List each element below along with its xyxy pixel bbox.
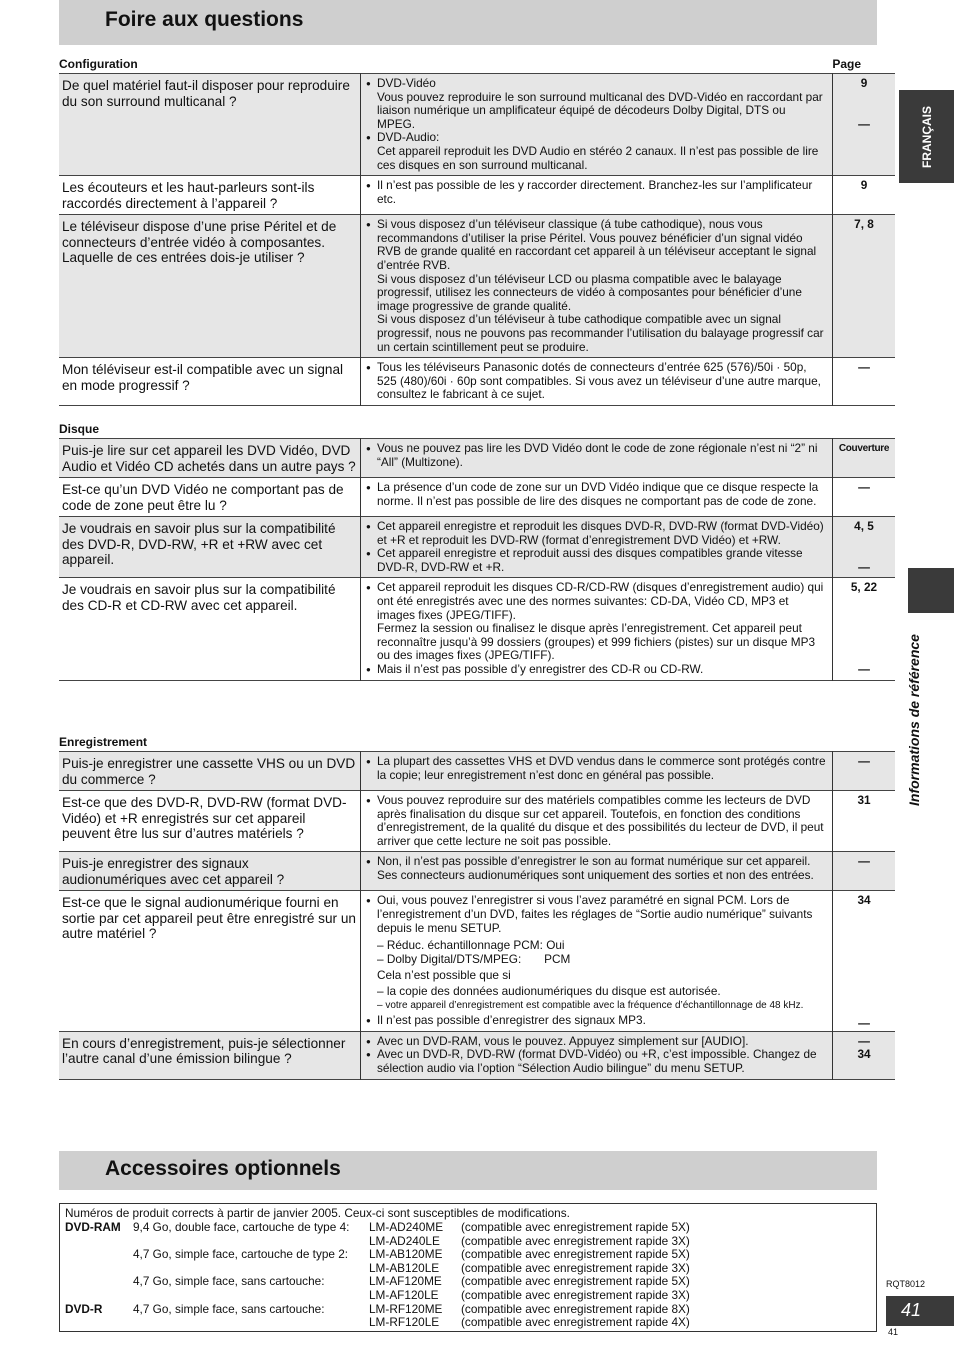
faq-answer xyxy=(361,1031,833,1079)
answer-detail: – Dolby Digital/DTS/MPEG: PCM xyxy=(377,951,571,966)
bullet-icon: ● xyxy=(366,583,371,593)
answer-text: Il n’est pas possible d’enregistrer des signaux MP3. xyxy=(377,1013,646,1028)
accessory-row xyxy=(60,1247,870,1261)
answer-bullet xyxy=(366,855,826,882)
accessory-description: 9,4 Go, double face, cartouche de type 4: xyxy=(133,1220,350,1234)
accessory-note: (compatible avec enregistrement rapide 5X) xyxy=(461,1247,690,1262)
section-heading-text: Disque xyxy=(59,422,100,436)
page-reference: — xyxy=(833,852,896,891)
section-heading xyxy=(59,422,877,438)
bullet-icon: ● xyxy=(366,483,371,492)
accessory-type: DVD-RAM xyxy=(65,1220,121,1234)
faq-answer xyxy=(361,478,833,517)
answer-text: Mais il n’est pas possible d’y enregistrer des CD-R ou CD-RW. xyxy=(377,661,704,676)
bullet-icon: ● xyxy=(366,363,371,373)
section-heading xyxy=(59,735,877,751)
answer-text: Tous les téléviseurs Panasonic dotés de connecteurs d’entrée 625 (576)/50i · 50p, 525 (480)/60i · 60p sont compatibles. Si vous avez un téléviseur d’une autre marque, consultez le fabricant à ce sujet. xyxy=(377,360,821,402)
accessories-title-banner xyxy=(59,1151,877,1190)
language-tab xyxy=(899,90,954,183)
answer-bullet xyxy=(366,1048,826,1075)
faq-row xyxy=(59,791,895,852)
faq-row xyxy=(59,852,895,891)
accessories-intro: Numéros de produit corrects à partir de janvier 2005. Ceux-ci sont susceptibles de modifications. xyxy=(65,1206,570,1220)
faq-question: Je voudrais en savoir plus sur la compatibilité des CD-R et CD-RW avec cet appareil. xyxy=(59,578,361,680)
faq-title: Foire aux questions xyxy=(105,8,304,31)
accessory-note: (compatible avec enregistrement rapide 3X) xyxy=(461,1260,690,1275)
bullet-icon: ● xyxy=(366,857,371,867)
faq-answer xyxy=(361,852,833,891)
document-code: RQT8012 xyxy=(886,1279,926,1289)
answer-detail: Cela n’est possible que si xyxy=(377,968,511,983)
page-reference: 5, 22 — xyxy=(850,580,878,676)
faq-row xyxy=(59,517,895,578)
faq-question: Puis-je enregistrer une cassette VHS ou un DVD du commerce ? xyxy=(59,752,361,791)
faq-section xyxy=(59,422,890,681)
accessory-model: LM-AD240ME xyxy=(369,1220,444,1234)
faq-row xyxy=(59,478,895,517)
faq-question: Est-ce que le signal audionumérique fourni en sortie par cet appareil peut être enregistré sur un autre matériel ? xyxy=(59,891,361,1031)
page-reference: — xyxy=(833,752,896,791)
section-marker-block xyxy=(908,568,954,613)
faq-row xyxy=(59,215,895,358)
accessory-model: LM-AF120ME xyxy=(369,1274,442,1289)
accessory-row xyxy=(60,1302,870,1316)
page-reference: Couverture xyxy=(833,439,896,478)
faq-answer xyxy=(361,891,833,1031)
faq-answer xyxy=(361,74,833,176)
page-reference: 9 — xyxy=(833,74,896,176)
faq-section xyxy=(59,57,877,406)
accessory-note: (compatible avec enregistrement rapide 5X) xyxy=(461,1274,690,1289)
answer-text: DVD-Audio: Cet appareil reproduit les DVD Audio en stéréo 2 canaux. Il n’est pas possible de lire ces disques en son surround multicanal. xyxy=(377,130,819,172)
answer-bullet xyxy=(366,547,826,574)
faq-row xyxy=(59,358,895,406)
language-tab-label: FRANÇAIS xyxy=(919,105,934,168)
answer-bullet xyxy=(366,218,826,354)
answer-text: Avec un DVD-R, DVD-RW (format DVD-Vidéo) ou +R, c’est impossible. Changez de sélection audio via l’option “Sélection Audio bilingue” du menu SETUP. xyxy=(377,1047,817,1075)
answer-bullet xyxy=(366,894,826,935)
answer-text: Vous pouvez reproduire sur des matériels compatibles comme les lecteurs de DVD après finalisation du disque sur cet appareil. Toutefois, en fonction des conditions d’enregistrement, de la qualité du disque et des possibilités du lecteur de DVD, il peut arriver que cette lecture ne soit pas possible. xyxy=(377,793,824,848)
faq-question: Je voudrais en savoir plus sur la compatibilité des DVD-R, DVD-RW, +R et +RW avec cet appareil. xyxy=(59,517,361,578)
page-number-box xyxy=(886,1296,954,1326)
faq-row xyxy=(59,1031,895,1079)
faq-title-banner xyxy=(59,0,877,45)
answer-bullet xyxy=(366,481,826,508)
accessory-description: 4,7 Go, simple face, sans cartouche: xyxy=(133,1301,325,1316)
answer-bullet xyxy=(366,663,826,677)
bullet-icon: ● xyxy=(366,664,371,674)
bullet-icon: ● xyxy=(366,522,371,531)
faq-question: Les écouteurs et les haut-parleurs sont-ils raccordés directement à l’appareil ? xyxy=(59,176,361,215)
answer-text: DVD-Vidéo Vous pouvez reproduire le son surround multicanal des DVD-Vidéo en raccordant par liaison numérique un amplificateur équipé de décodeurs Dolby Digital, DTS ou MPEG. xyxy=(377,76,823,131)
faq-table xyxy=(59,73,895,406)
page-reference: 34 — xyxy=(857,893,871,1030)
bullet-icon: ● xyxy=(366,1036,371,1046)
page-reference: — xyxy=(858,480,870,494)
section-side-label-text: Informations de référence xyxy=(906,634,922,806)
section-heading-text: Configuration xyxy=(59,57,138,71)
faq-answer xyxy=(361,358,833,406)
bullet-icon: ● xyxy=(366,1016,371,1026)
faq-question: Le téléviseur dispose d’une prise Péritel et de connecteurs d’entrée vidéo à composantes. Laquelle de ces entrées dois-je utiliser ? xyxy=(59,215,361,358)
answer-bullet xyxy=(366,442,826,469)
page-reference: — 34 xyxy=(833,1031,896,1079)
faq-table xyxy=(59,438,895,681)
bullet-icon: ● xyxy=(366,1050,371,1060)
accessory-row xyxy=(60,1234,870,1248)
bullet-icon: ● xyxy=(366,757,371,766)
faq-row xyxy=(59,74,895,176)
bullet-icon: ● xyxy=(366,220,371,230)
answer-text: Cet appareil enregistre et reproduit aussi des disques compatibles grande vitesse DVD-R, DVD-RW et +R. xyxy=(377,546,803,574)
faq-answer xyxy=(361,791,833,852)
page-column-header: Page xyxy=(832,57,861,71)
page-reference: 4, 5 — xyxy=(833,517,896,578)
bullet-icon: ● xyxy=(366,549,371,559)
faq-row xyxy=(59,176,895,215)
faq-answer xyxy=(361,752,833,791)
answer-text: Non, il n’est pas possible d’enregistrer le son au format numérique sur cet appareil. Ses connecteurs audionumériques sont uniquement des sorties et non des entrées. xyxy=(377,854,814,882)
page-reference: — xyxy=(858,360,870,375)
accessories-title: Accessoires optionnels xyxy=(105,1157,341,1180)
accessory-note: (compatible avec enregistrement rapide 5X) xyxy=(461,1220,690,1234)
accessory-row xyxy=(60,1261,870,1275)
answer-detail: – votre appareil d’enregistrement est compatible avec la fréquence d’échantillonnage de 48 kHz. xyxy=(377,999,804,1011)
accessory-row xyxy=(60,1220,870,1234)
answer-text: Cet appareil reproduit les disques CD-R/CD-RW (disques d’enregistrement audio) qui ont été enregistrés avec une des normes suivantes: CD-DA, Vidéo CD, MP3 et images fixes (JPEG/TIFF). Fermez la session ou finalisez le disque après l’enregistrement. Cet appareil peut reconnaître jusqu’à 99 dossiers (groupes) et 999 fichiers (pistes) sur un disque MP3 ou des images fixes (JPEG/TIFF). xyxy=(377,580,824,663)
faq-row xyxy=(59,752,895,791)
accessory-row xyxy=(60,1288,870,1302)
page-reference: 31 xyxy=(857,793,871,807)
accessory-type: DVD-R xyxy=(65,1301,103,1316)
accessory-model: LM-AD240LE xyxy=(369,1233,440,1248)
bullet-icon: ● xyxy=(366,181,371,191)
accessory-model: LM-AF120LE xyxy=(369,1288,439,1302)
accessory-note: (compatible avec enregistrement rapide 3X) xyxy=(461,1288,690,1302)
accessory-row xyxy=(60,1315,870,1329)
answer-text: Vous ne pouvez pas lire les DVD Vidéo dont le code de zone régionale n’est ni “2” ni “All” (Multizone). xyxy=(377,441,818,469)
answer-bullet xyxy=(366,520,826,547)
faq-answer xyxy=(361,517,833,578)
bullet-icon: ● xyxy=(366,444,371,453)
faq-answer xyxy=(361,439,833,478)
page-reference: 9 xyxy=(860,178,868,193)
faq-question: Mon téléviseur est-il compatible avec un signal en mode progressif ? xyxy=(59,358,361,406)
accessory-model: LM-RF120ME xyxy=(369,1301,443,1316)
page-number-small: 41 xyxy=(888,1327,899,1337)
answer-text: Oui, vous pouvez l’enregistrer si vous l’avez paramétré en signal PCM. Lors de l’enregistrement d’un DVD, faites les réglages de “Sortie audio numérique” suivants depuis le menu SETUP. xyxy=(377,893,813,935)
answer-bullet xyxy=(366,794,826,848)
faq-question: De quel matériel faut-il disposer pour reproduire du son surround multicanal ? xyxy=(59,74,361,176)
faq-answer xyxy=(361,176,833,215)
bullet-icon: ● xyxy=(366,79,371,88)
accessory-description: 4,7 Go, simple face, cartouche de type 2: xyxy=(133,1247,349,1262)
bullet-icon: ● xyxy=(366,133,371,143)
accessories-box xyxy=(59,1203,877,1332)
bullet-icon: ● xyxy=(366,796,371,805)
answer-text: Il n’est pas possible de les y raccorder directement. Branchez-les sur l’amplificateur etc. xyxy=(377,178,813,206)
answer-text: La présence d’un code de zone sur un DVD Vidéo indique que ce disque respecte la norme. Il n’est pas possible de lire des disques ne comportant pas de code de zone. xyxy=(377,480,819,508)
faq-question: Est-ce qu’un DVD Vidéo ne comportant pas de code de zone peut être lu ? xyxy=(59,478,361,517)
faq-question: Est-ce que des DVD-R, DVD-RW (format DVD-Vidéo) et +R enregistrés sur cet appareil peuvent être lus sur d’autres matériels ? xyxy=(59,791,361,852)
accessory-note: (compatible avec enregistrement rapide 3X) xyxy=(461,1233,690,1248)
answer-bullet xyxy=(366,1014,826,1028)
answer-text: Si vous disposez d’un téléviseur classique (á tube cathodique), nous vous recommandons d’utiliser la prise Péritel. Vous pouvez bénéficier d’un signal vidéo RVB de grande qualité en raccordant cet appareil à un téléviseur acceptant le signal d’entrée RVB. Si vous disposez d’un téléviseur LCD ou plasma compatible avec le balayage progressif, utilisez les connecteurs de vidéo à composantes pour bénéficier d’une image progressive de grande qualité. Si vous disposez d’un téléviseur à tube cathodique compatible avec un signal progressif, nous ne pouvons pas recommander l’utilisation du balayage progressif car un certain scintillement peut se produire. xyxy=(377,217,824,354)
faq-table xyxy=(59,751,895,1080)
answer-bullet xyxy=(366,1035,826,1049)
answer-bullet xyxy=(366,77,826,131)
faq-section xyxy=(59,735,877,1080)
answer-bullet xyxy=(366,361,826,402)
accessory-model: LM-RF120LE xyxy=(369,1315,440,1330)
faq-question: En cours d’enregistrement, puis-je sélectionner l’autre canal d’une émission bilingue ? xyxy=(59,1031,361,1079)
accessory-model: LM-AB120LE xyxy=(369,1260,440,1275)
section-heading xyxy=(59,57,877,73)
faq-answer xyxy=(361,215,833,358)
faq-row xyxy=(59,439,895,478)
answer-bullet xyxy=(366,131,826,172)
answer-bullet xyxy=(366,581,826,663)
answer-detail: – Réduc. échantillonnage PCM: Oui xyxy=(377,938,565,953)
answer-text: Avec un DVD-RAM, vous le pouvez. Appuyez simplement sur [AUDIO]. xyxy=(377,1033,749,1048)
bullet-icon: ● xyxy=(366,896,371,906)
answer-detail: – la copie des données audionumériques du disque est autorisée. xyxy=(377,983,721,998)
accessory-model: LM-AB120ME xyxy=(369,1247,443,1262)
accessory-note: (compatible avec enregistrement rapide 4X) xyxy=(461,1315,690,1330)
answer-text: Cet appareil enregistre et reproduit les disques DVD-R, DVD-RW (format DVD-Vidéo) et +R et reproduit les DVD-RW (format d’enregistrement DVD Vidéo) et +RW. xyxy=(377,519,824,547)
faq-row xyxy=(59,578,895,680)
answer-text: La plupart des cassettes VHS et DVD vendus dans le commerce sont protégés contre la copie; leur enregistrement n’est donc en général pas possible. xyxy=(377,754,826,782)
accessory-description: 4,7 Go, simple face, sans cartouche: xyxy=(133,1274,325,1289)
section-heading-text: Enregistrement xyxy=(59,735,148,749)
faq-row xyxy=(59,891,895,1031)
faq-question: Puis-je lire sur cet appareil les DVD Vidéo, DVD Audio et Vidéo CD achetés dans un autre pays ? xyxy=(59,439,361,478)
accessory-note: (compatible avec enregistrement rapide 8X) xyxy=(461,1301,690,1316)
faq-question: Puis-je enregistrer des signaux audionumériques avec cet appareil ? xyxy=(59,852,361,891)
answer-bullet xyxy=(366,179,826,206)
accessory-row xyxy=(60,1274,870,1288)
answer-bullet xyxy=(366,755,826,782)
page-number: 41 xyxy=(901,1300,922,1320)
page-reference: 7, 8 xyxy=(833,215,896,358)
faq-answer xyxy=(361,578,833,680)
